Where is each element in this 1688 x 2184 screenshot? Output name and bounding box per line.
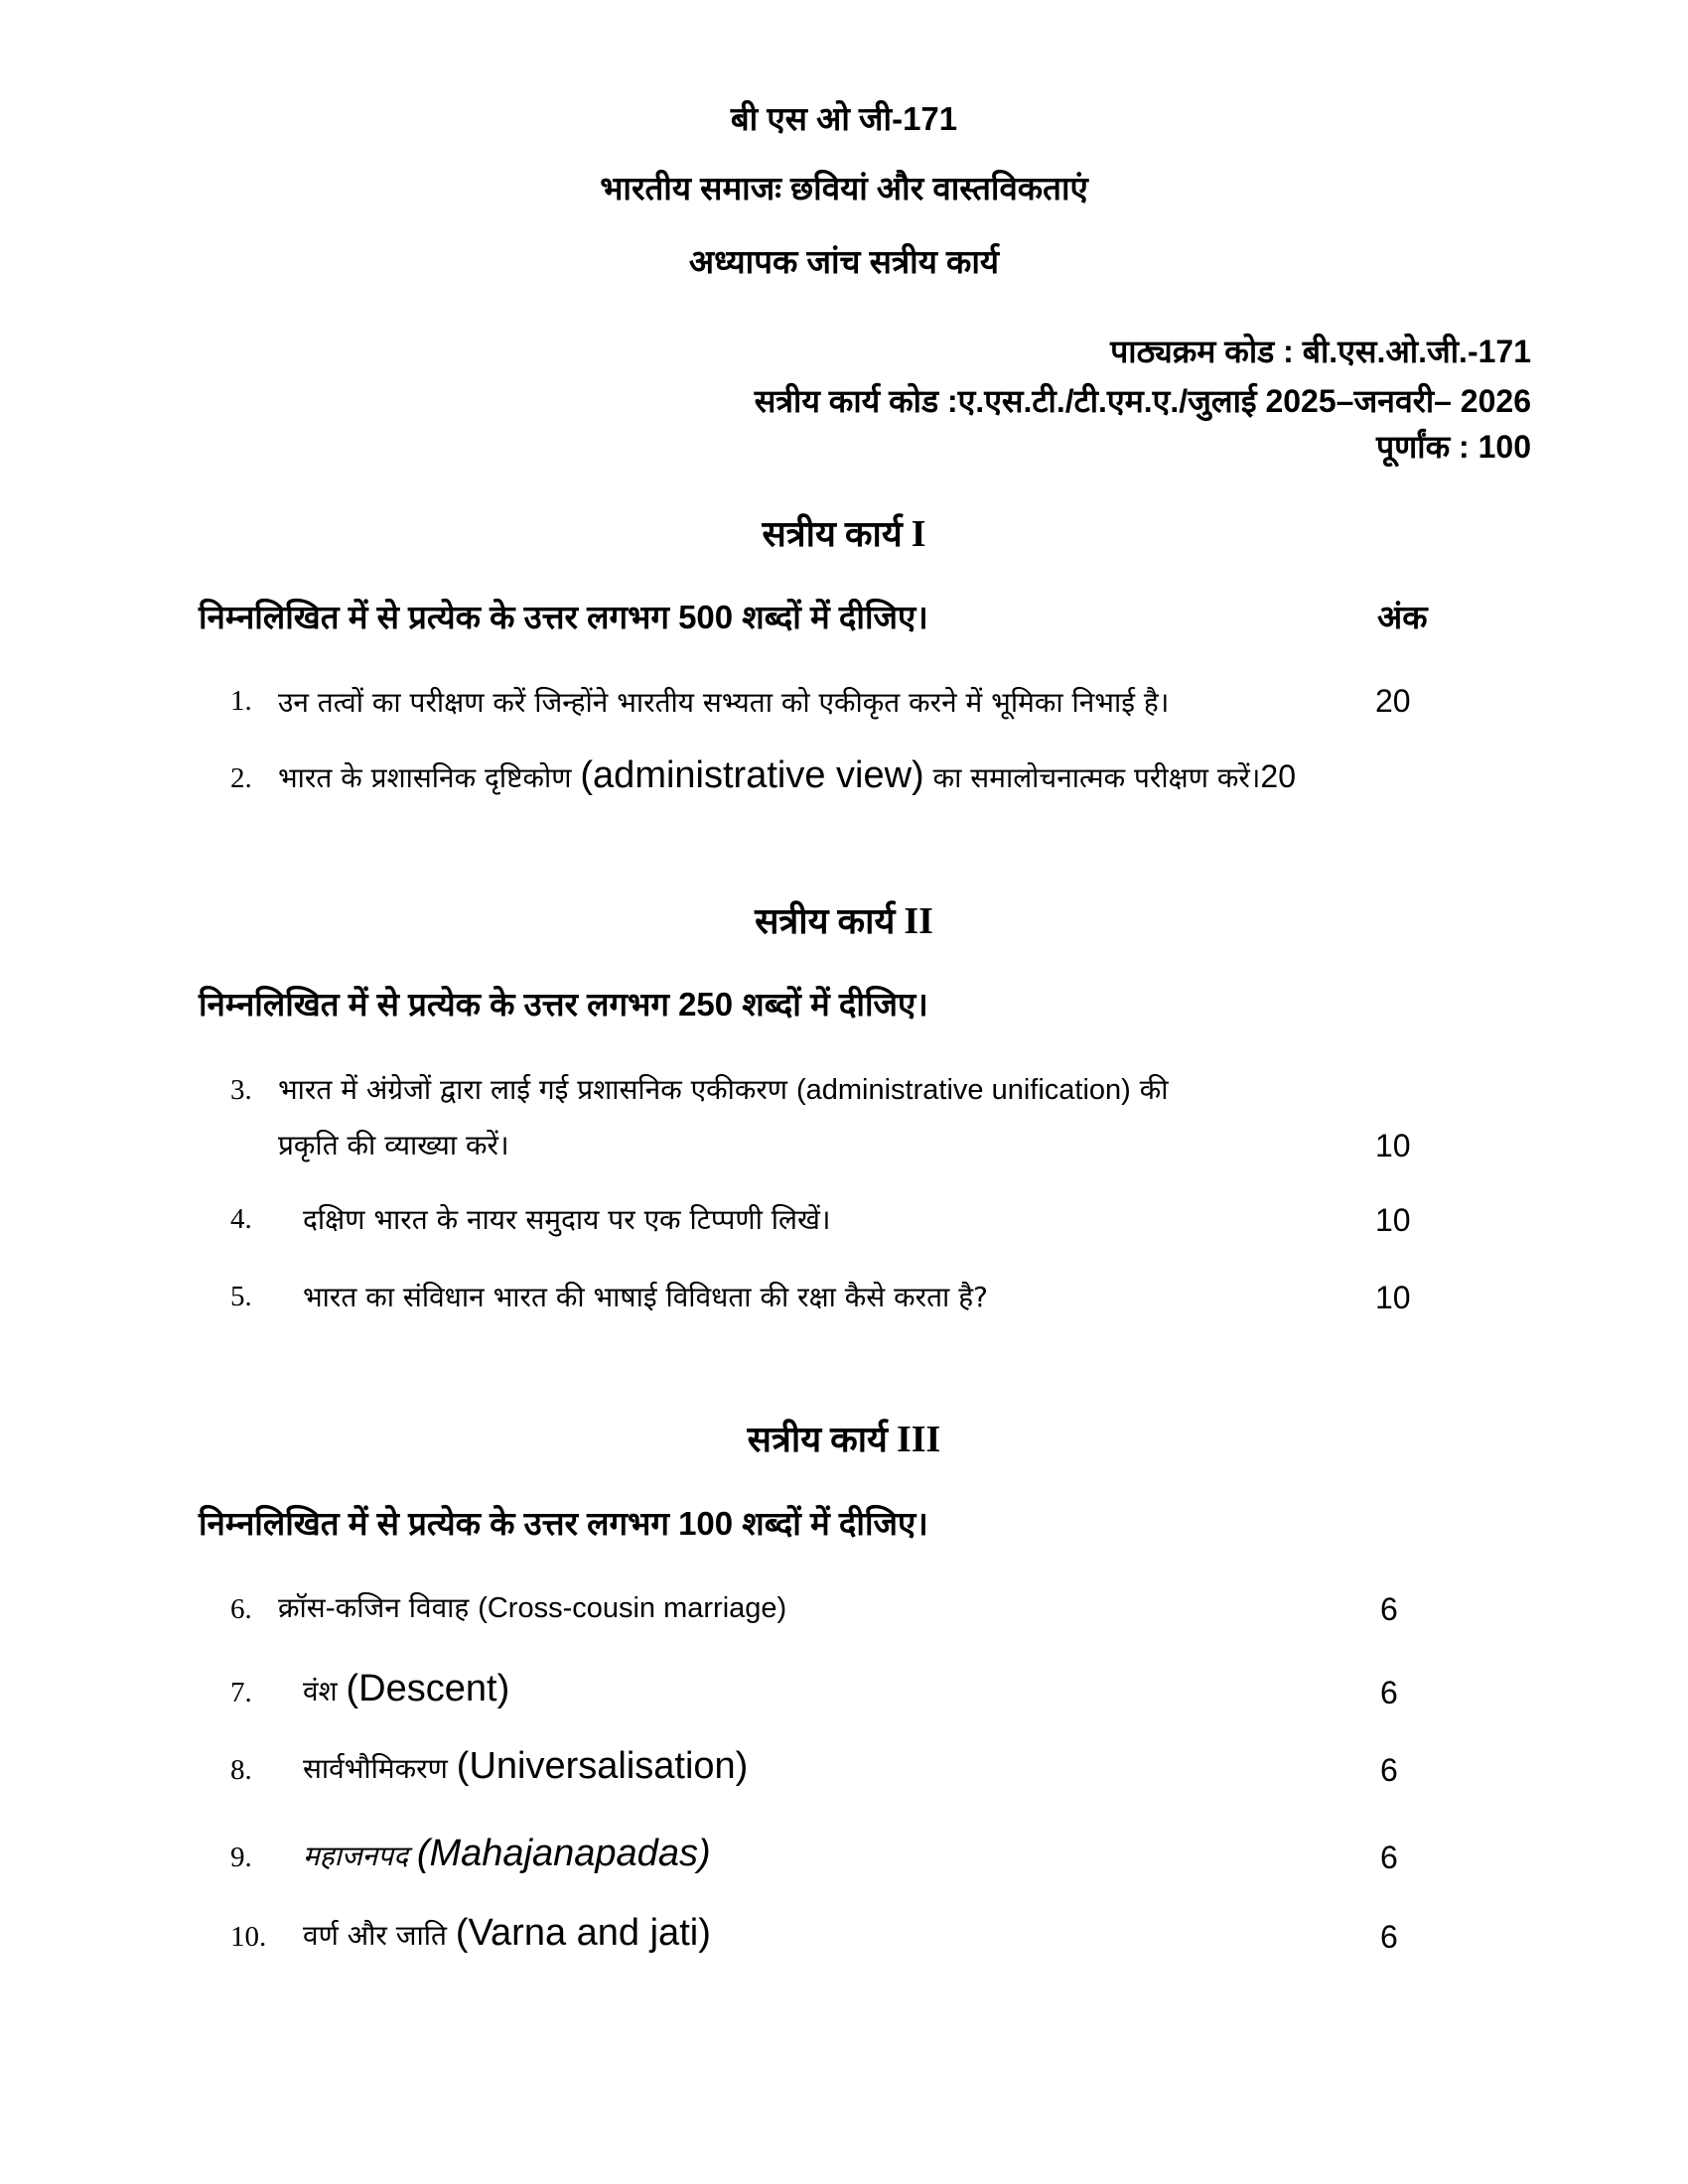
course-code-line: पाठ्यक्रम कोड : बी.एस.ओ.जी.-171 — [1110, 334, 1531, 369]
question-text-english: (Varna and jati) — [455, 1912, 711, 1954]
section-roman-numeral: I — [911, 513, 926, 555]
question-number: 6. — [230, 1593, 252, 1625]
question-text: दक्षिण भारत के नायर समुदाय पर एक टिप्पणी लिखें। — [303, 1203, 831, 1236]
assignment-subtitle: अध्यापक जांच सत्रीय कार्य — [688, 243, 1000, 280]
question-text-hindi: भारत में अंग्रेजों द्वारा लाई गई प्रशासनिक एकीकरण — [278, 1073, 788, 1106]
question-text — [303, 1745, 748, 1788]
question-text-english: (Cross-cousin marriage) — [478, 1592, 787, 1624]
section-heading-text: सत्रीय कार्य — [747, 1420, 888, 1459]
question-marks: 6 — [1380, 1840, 1398, 1875]
question-number: 1. — [230, 685, 252, 717]
question-text-continued: प्रकृति की व्याख्या करें। — [278, 1129, 509, 1161]
question-number: 4. — [230, 1203, 252, 1235]
section-roman-numeral: III — [896, 1419, 941, 1460]
question-text: उन तत्वों का परीक्षण करें जिन्होंने भारतीय सभ्यता को एकीकृत करने में भूमिका निभाई है। — [278, 686, 1170, 719]
question-text-english: (Universalisation) — [456, 1745, 749, 1787]
question-text-english: (administrative unification) — [795, 1074, 1131, 1106]
section-heading-1 — [0, 508, 1688, 557]
question-marks: 6 — [1380, 1591, 1398, 1627]
question-text-hindi: महाजनपद — [303, 1840, 408, 1872]
question-marks: 10 — [1375, 1280, 1411, 1315]
question-marks: 6 — [1380, 1752, 1398, 1788]
question-marks: 20 — [1260, 758, 1297, 794]
question-marks: 20 — [1375, 683, 1411, 719]
question-marks: 6 — [1380, 1675, 1398, 1710]
question-number: 8. — [230, 1754, 252, 1786]
marks-column-label: अंक — [1377, 599, 1428, 635]
question-marks: 10 — [1375, 1202, 1411, 1238]
section-heading-text: सत्रीय कार्य — [762, 514, 903, 554]
question-marks: 10 — [1375, 1128, 1411, 1163]
question-number: 9. — [230, 1842, 252, 1873]
question-text: भारत का संविधान भारत की भाषाई विविधता की रक्षा कैसे करता है? — [303, 1281, 988, 1313]
question-text-hindi: वर्ण और जाति — [303, 1919, 447, 1952]
question-text-hindi: सार्वभौमिकरण — [303, 1752, 448, 1785]
question-text-english: (Descent) — [346, 1668, 510, 1709]
section-heading-2 — [0, 895, 1688, 944]
question-number: 7. — [230, 1677, 252, 1708]
question-text-english: (administrative view) — [580, 754, 924, 796]
question-text — [278, 754, 1296, 797]
course-title: भारतीय समाजः छवियां और वास्तविकताएं — [600, 170, 1088, 206]
course-code-heading: बी एस ओ जी-171 — [730, 100, 958, 137]
section-instruction-3: निम्नलिखित में से प्रत्येक के उत्तर लगभग 100 शब्दों में दीजिए। — [199, 1505, 928, 1542]
question-text — [278, 1588, 786, 1626]
question-text-hindi: भारत के प्रशासनिक दृष्टिकोण — [278, 761, 572, 794]
section-instruction-2: निम्नलिखित में से प्रत्येक के उत्तर लगभग 250 शब्दों में दीजिए। — [199, 986, 928, 1023]
question-number: 10. — [230, 1921, 267, 1953]
section-instruction-1: निम्नलिखित में से प्रत्येक के उत्तर लगभग 500 शब्दों में दीजिए। — [199, 599, 928, 635]
max-marks-line: पूर्णांक : 100 — [1375, 429, 1531, 465]
section-roman-numeral: II — [904, 900, 933, 942]
question-text-hindi: का समालोचनात्मक परीक्षण करें। — [932, 761, 1261, 794]
section-heading-3 — [0, 1414, 1688, 1462]
question-text — [303, 1833, 711, 1875]
assignment-code-line: सत्रीय कार्य कोड :ए.एस.टी./टी.एम.ए./जुलाई 2025–जनवरी– 2026 — [754, 383, 1531, 419]
question-number: 2. — [230, 762, 252, 794]
section-heading-text: सत्रीय कार्य — [755, 901, 896, 941]
question-text — [303, 1668, 509, 1710]
question-text-hindi: की — [1139, 1073, 1169, 1106]
question-text-hindi: वंश — [303, 1675, 338, 1707]
question-text — [303, 1912, 711, 1955]
question-text-english: (Mahajanapadas) — [416, 1833, 711, 1874]
question-number: 5. — [230, 1281, 252, 1312]
question-text — [278, 1070, 1169, 1108]
question-number: 3. — [230, 1074, 252, 1106]
question-text-hindi: क्रॉस-कजिन विवाह — [278, 1591, 470, 1624]
question-marks: 6 — [1380, 1919, 1398, 1955]
